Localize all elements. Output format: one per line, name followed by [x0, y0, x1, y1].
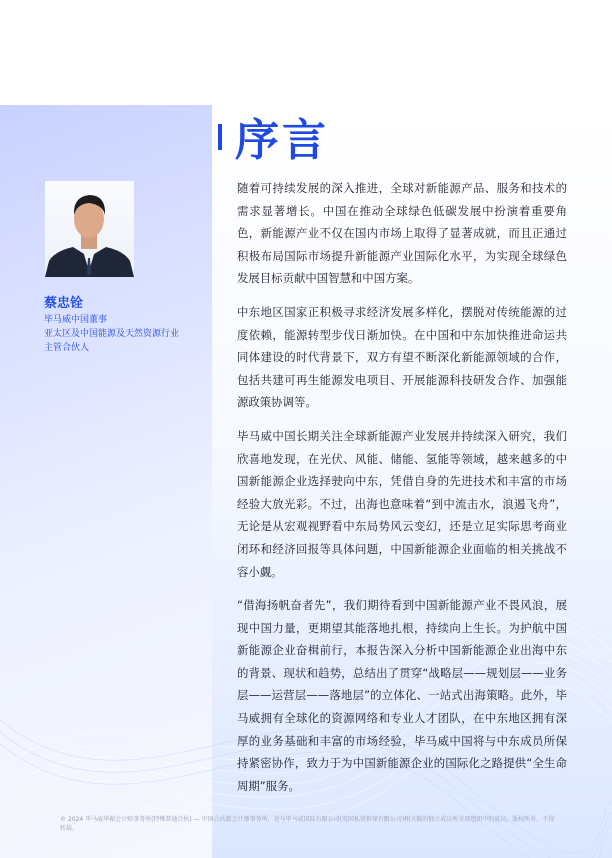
page-top: [0, 0, 612, 105]
author-name: 蔡忠铨: [44, 296, 84, 311]
author-title-line: 亚太区及中国能源及天然资源行业: [44, 329, 180, 339]
author-block: [44, 292, 214, 355]
paragraph: “借海扬帆奋者先”，我们期待看到中国新能源产业不畏风浪，展现中国力量，更期望其能落地扎根，持续向上生长。为护航中国新能源企业奋楫前行，本报告深入分析中国新能源企业出海中东的背景、现状和趋势，总结出了贯穿“战略层——规划层——业务层——运营层——落地层”的立体化、一站式出海策略。此外，毕马威拥有全球化的资源网络和专业人才团队，在中东地区拥有深厚的业务基础和丰富的市场经验，毕马威中国将与中东成员所保持紧密协作，致力于为中国新能源企业的国际化之路提供“全生命周期”服务。: [237, 598, 567, 793]
paragraph: 随着可持续发展的深入推进，全球对新能源产品、服务和技术的需求显著增长。中国在推动全球绿色低碳发展中扮演着重要角色，新能源产业不仅在国内市场上取得了显著成就，而且正通过积极布局国际市场提升新能源产业国际化水平，为实现全球绿色发展目标贡献中国智慧和中国方案。: [237, 181, 567, 286]
footer-copyright: © 2024 毕马威华振会计师事务所(特殊普通合伙) — 中国合伙制会计师事务所，是与毕马威国际有限公司(英国私营担保有限公司)相关联的独立成员所全球组织中的成员。版权所有，不得转载。: [60, 816, 555, 832]
author-title-line: 主管合伙人: [44, 343, 90, 353]
page-title: 序言: [235, 115, 329, 166]
title-accent-bar: [218, 124, 222, 150]
paragraph: 毕马威中国长期关注全球新能源产业发展并持续深入研究，我们欣喜地发现，在光伏、风能、储能、氢能等领域，越来越多的中国新能源企业选择驶向中东，凭借自身的先进技术和丰富的市场经验大放光彩。不过，出海也意味着“到中流击水，浪遏飞舟”，无论是从宏观视野看中东局势风云变幻，还是立足实际思考商业闭环和经济回报等具体问题，中国新能源企业面临的相关挑战不容小觑。: [237, 428, 567, 579]
body-text: [237, 177, 567, 808]
paragraph: 中东地区国家正积极寻求经济发展多样化，摆脱对传统能源的过度依赖，能源转型步伐日渐加快。在中国和中东加快推进命运共同体建设的时代背景下，双方有望不断深化新能源领域的合作，包括共建可再生能源发电项目、开展能源科技研发合作、加强能源政策协调等。: [237, 304, 567, 410]
author-title-line: 毕马威中国董事: [44, 315, 108, 325]
portrait-photo: [45, 181, 134, 277]
